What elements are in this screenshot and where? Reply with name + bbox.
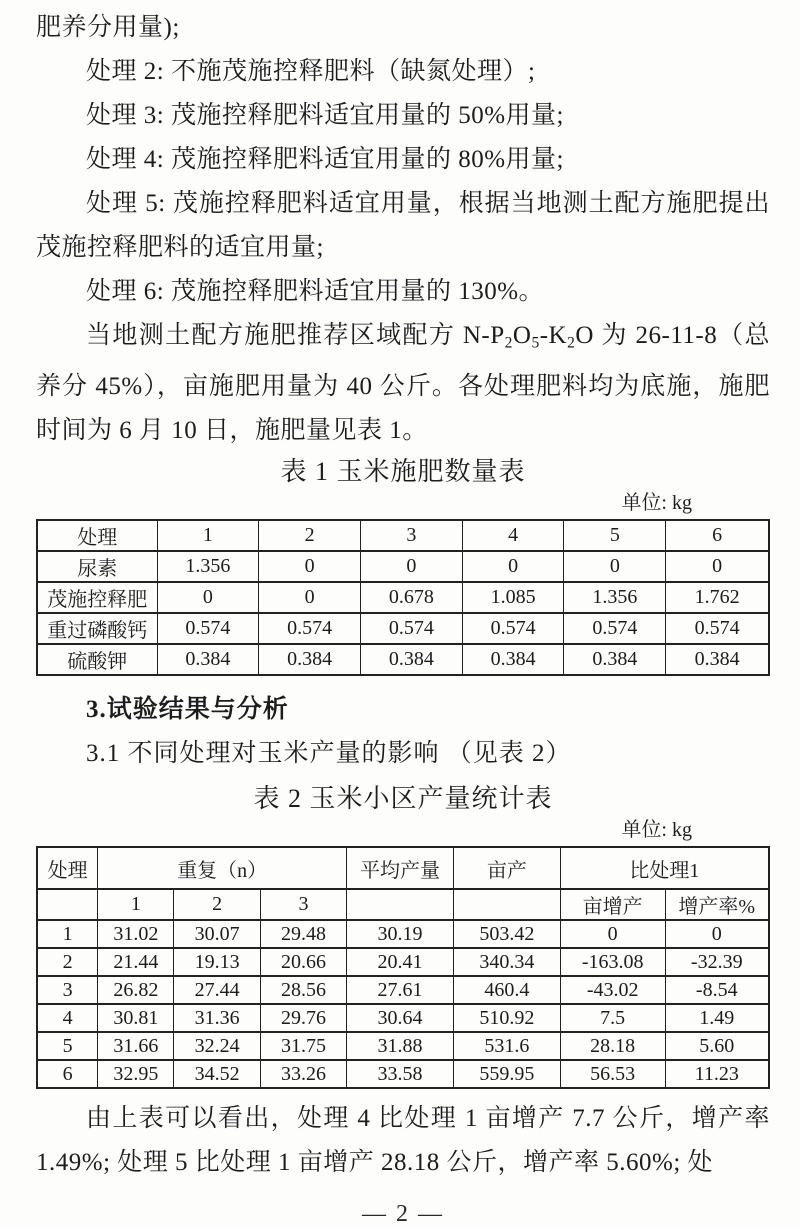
table-cell: 0.384 bbox=[462, 644, 564, 675]
header-cell-blank bbox=[347, 889, 454, 920]
header-cell-rep2: 2 bbox=[174, 889, 260, 920]
table-cell: 1.356 bbox=[157, 551, 259, 582]
table-cell: 1.762 bbox=[666, 582, 769, 613]
header-cell-rep3: 3 bbox=[260, 889, 346, 920]
table-cell: 0.574 bbox=[157, 613, 259, 644]
table-cell: 0.384 bbox=[157, 644, 259, 675]
table-cell: 0.574 bbox=[462, 613, 564, 644]
table-cell: -32.39 bbox=[665, 948, 769, 976]
table-cell: 0 bbox=[361, 551, 463, 582]
table-row bbox=[37, 1004, 769, 1032]
table-cell: 31.36 bbox=[174, 1004, 260, 1032]
header-cell-blank bbox=[453, 889, 560, 920]
yield-statistics-table bbox=[36, 846, 770, 1089]
table-cell: 30.07 bbox=[174, 920, 260, 948]
table-cell: 3 bbox=[37, 976, 98, 1004]
table-cell: 1.356 bbox=[564, 582, 666, 613]
table-cell: 31.66 bbox=[98, 1032, 174, 1060]
table-row bbox=[37, 613, 769, 644]
table-cell: 21.44 bbox=[98, 948, 174, 976]
table-cell: 32.24 bbox=[174, 1032, 260, 1060]
table-cell: 0.384 bbox=[259, 644, 361, 675]
formula-text-before: 当地测土配方施肥推荐区域配方 N-P bbox=[86, 322, 505, 349]
table-header-row bbox=[37, 847, 769, 889]
table-cell: 0.574 bbox=[361, 613, 463, 644]
header-cell-blank bbox=[37, 889, 98, 920]
paragraph-treatment-5: 处理 5: 茂施控释肥料适宜用量，根据当地测土配方施肥提出茂施控释肥料的适宜用量; bbox=[36, 190, 770, 261]
table-cell: 5.60 bbox=[665, 1032, 769, 1060]
page-number: — 2 — bbox=[362, 1201, 444, 1228]
table-row bbox=[37, 551, 769, 582]
table-cell: 0 bbox=[259, 582, 361, 613]
table-cell: 0.574 bbox=[564, 613, 666, 644]
table-cell: -43.02 bbox=[560, 976, 665, 1004]
table-cell: 1.49 bbox=[665, 1004, 769, 1032]
header-cell-mu-increase: 亩增产 bbox=[560, 889, 665, 920]
table-header-row bbox=[37, 889, 769, 920]
table-cell: 0.384 bbox=[361, 644, 463, 675]
table-cell: -8.54 bbox=[665, 976, 769, 1004]
table-cell: 0 bbox=[665, 920, 769, 948]
table-cell: 0 bbox=[564, 551, 666, 582]
table-cell: 31.88 bbox=[347, 1032, 454, 1060]
table-cell: 531.6 bbox=[453, 1032, 560, 1060]
table-cell: 29.48 bbox=[260, 920, 346, 948]
table-cell: 27.44 bbox=[174, 976, 260, 1004]
header-cell-increase-rate: 增产率% bbox=[665, 889, 769, 920]
table-row bbox=[37, 644, 769, 675]
header-cell-average-yield: 平均产量 bbox=[347, 847, 454, 889]
table-cell: 30.19 bbox=[347, 920, 454, 948]
table2-unit-label: 单位: kg bbox=[621, 819, 692, 842]
header-cell-replicates: 重复（n） bbox=[98, 847, 347, 889]
header-cell-vs-treatment1: 比处理1 bbox=[560, 847, 769, 889]
table1-unit-label: 单位: kg bbox=[621, 492, 692, 515]
table-cell: 31.02 bbox=[98, 920, 174, 948]
table-row bbox=[37, 1060, 769, 1088]
table-cell: 0 bbox=[666, 551, 769, 582]
table-cell: 340.34 bbox=[453, 948, 560, 976]
table-row bbox=[37, 520, 769, 551]
header-cell-rep1: 1 bbox=[98, 889, 174, 920]
formula-text-mid2: -K bbox=[539, 322, 568, 349]
paragraph-treatment-3: 处理 3: 茂施控释肥料适宜用量的 50%用量; bbox=[86, 102, 564, 129]
table-cell: 处理 bbox=[37, 520, 157, 551]
table-cell: 0.384 bbox=[564, 644, 666, 675]
table-row bbox=[37, 582, 769, 613]
table-cell: 2 bbox=[37, 948, 98, 976]
table-cell: 1.085 bbox=[462, 582, 564, 613]
formula-text-after: O 为 26-11-8（总养分 45%），亩施肥用量为 40 公斤。各处理肥料均为底施，施肥时间为 6 月 10 日，施肥量见表 1。 bbox=[36, 322, 770, 445]
table-cell: 2 bbox=[259, 520, 361, 551]
table-cell: -163.08 bbox=[560, 948, 665, 976]
table-cell: 硫酸钾 bbox=[37, 644, 157, 675]
table-cell: 4 bbox=[37, 1004, 98, 1032]
table-cell: 30.64 bbox=[347, 1004, 454, 1032]
section-3-heading: 3.试验结果与分析 bbox=[86, 696, 289, 724]
table-row bbox=[37, 976, 769, 1004]
table-cell: 28.18 bbox=[560, 1032, 665, 1060]
table-cell: 7.5 bbox=[560, 1004, 665, 1032]
table-cell: 1 bbox=[37, 920, 98, 948]
paragraph-conclusion: 由上表可以看出，处理 4 比处理 1 亩增产 7.7 公斤，增产率 1.49%; 处理 5 比处理 1 亩增产 28.18 公斤，增产率 5.60%; 处 bbox=[36, 1105, 770, 1177]
table-cell: 28.56 bbox=[260, 976, 346, 1004]
paragraph-formula bbox=[36, 314, 770, 453]
table-cell: 503.42 bbox=[453, 920, 560, 948]
formula-subscript: 5 bbox=[531, 334, 540, 352]
table-cell: 0 bbox=[560, 920, 665, 948]
paragraph-treatment-4: 处理 4: 茂施控释肥料适宜用量的 80%用量; bbox=[86, 146, 564, 173]
table-cell: 30.81 bbox=[98, 1004, 174, 1032]
table-cell: 559.95 bbox=[453, 1060, 560, 1088]
header-cell-yield-per-mu: 亩产 bbox=[453, 847, 560, 889]
table-cell: 5 bbox=[37, 1032, 98, 1060]
table-cell: 茂施控释肥 bbox=[37, 582, 157, 613]
header-cell-treatment: 处理 bbox=[37, 847, 98, 889]
table-cell: 33.58 bbox=[347, 1060, 454, 1088]
table-cell: 6 bbox=[37, 1060, 98, 1088]
paragraph-intro-continuation: 肥养分用量); bbox=[36, 14, 180, 41]
table-cell: 20.41 bbox=[347, 948, 454, 976]
table-cell: 33.26 bbox=[260, 1060, 346, 1088]
table-cell: 56.53 bbox=[560, 1060, 665, 1088]
table-cell: 3 bbox=[361, 520, 463, 551]
formula-text-mid1: O bbox=[512, 322, 532, 349]
table-cell: 6 bbox=[666, 520, 769, 551]
table-cell: 11.23 bbox=[665, 1060, 769, 1088]
section-3-1-heading: 3.1 不同处理对玉米产量的影响 （见表 2） bbox=[86, 740, 572, 768]
table-cell: 重过磷酸钙 bbox=[37, 613, 157, 644]
table-cell: 510.92 bbox=[453, 1004, 560, 1032]
table-cell: 20.66 bbox=[260, 948, 346, 976]
table-cell: 0.384 bbox=[666, 644, 769, 675]
paragraph-treatment-6: 处理 6: 茂施控释肥料适宜用量的 130%。 bbox=[86, 278, 545, 305]
table-cell: 0 bbox=[259, 551, 361, 582]
table-cell: 26.82 bbox=[98, 976, 174, 1004]
table-cell: 27.61 bbox=[347, 976, 454, 1004]
table-cell: 4 bbox=[462, 520, 564, 551]
table-cell: 29.76 bbox=[260, 1004, 346, 1032]
table-cell: 0.574 bbox=[666, 613, 769, 644]
table-cell: 1 bbox=[157, 520, 259, 551]
table-row bbox=[37, 920, 769, 948]
table-cell: 5 bbox=[564, 520, 666, 551]
table2-caption: 表 2 玉米小区产量统计表 bbox=[253, 784, 553, 814]
table-cell: 19.13 bbox=[174, 948, 260, 976]
table-cell: 0.574 bbox=[259, 613, 361, 644]
formula-subscript: 2 bbox=[504, 334, 513, 352]
table-cell: 0.678 bbox=[361, 582, 463, 613]
table-cell: 31.75 bbox=[260, 1032, 346, 1060]
table-row bbox=[37, 1032, 769, 1060]
paragraph-treatment-2: 处理 2: 不施茂施控释肥料（缺氮处理）; bbox=[86, 58, 536, 85]
table-cell: 460.4 bbox=[453, 976, 560, 1004]
formula-subscript: 2 bbox=[567, 334, 576, 352]
table-cell: 0 bbox=[157, 582, 259, 613]
table-cell: 34.52 bbox=[174, 1060, 260, 1088]
table-cell: 32.95 bbox=[98, 1060, 174, 1088]
table-cell: 尿素 bbox=[37, 551, 157, 582]
table-row bbox=[37, 948, 769, 976]
fertilizer-quantity-table bbox=[36, 519, 770, 676]
table-cell: 0 bbox=[462, 551, 564, 582]
table1-caption: 表 1 玉米施肥数量表 bbox=[280, 457, 526, 487]
